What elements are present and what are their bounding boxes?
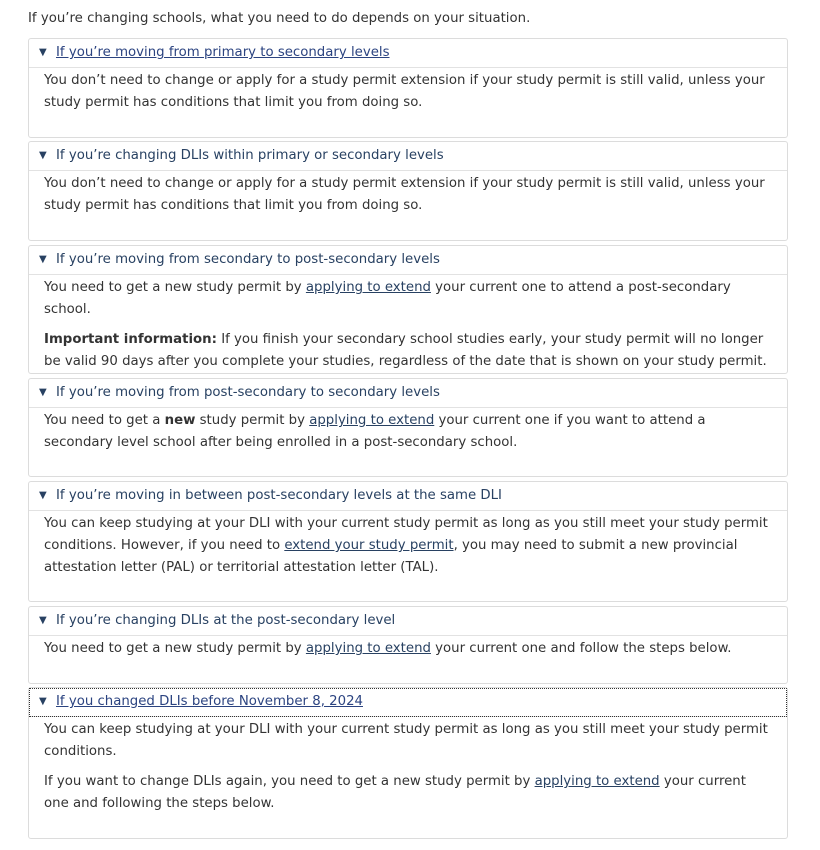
panel-summary-label[interactable]: If you’re changing DLIs within primary or secondary levels — [56, 148, 444, 163]
panel-paragraph: You need to get a new study permit by applying to extend your current one if you want to attend a secondary level school after being enrolled in a post-secondary school. — [44, 413, 706, 450]
panel-content — [29, 68, 787, 114]
panel-content — [29, 717, 787, 815]
panel-summary-label[interactable]: If you’re moving from secondary to post-secondary levels — [56, 252, 440, 267]
important-information-paragraph: Important information: If you finish your secondary school studies early, your study permit will no longer be valid 90 days after you complete your studies, regardless of the date that is shown on your study permit. — [44, 332, 767, 369]
panel-summary[interactable] — [29, 142, 787, 171]
panel-content — [29, 511, 787, 579]
applying-to-extend-link[interactable]: applying to extend — [305, 641, 431, 656]
panel-summary-label[interactable]: If you’re moving from primary to secondary levels — [56, 45, 390, 60]
triangle-down-icon: ▼ — [39, 47, 47, 58]
triangle-down-icon: ▼ — [39, 615, 47, 626]
panel-content — [29, 636, 787, 660]
details-panel-changing-dlis-post-secondary — [28, 606, 788, 684]
details-panel-changing-dlis-primary-secondary — [28, 141, 788, 241]
panel-summary-label[interactable]: If you’re moving from post-secondary to secondary levels — [56, 385, 440, 400]
details-panel-post-secondary-to-secondary — [28, 378, 788, 477]
details-panel-changed-dlis-before-nov-2024 — [28, 687, 788, 839]
panel-paragraph: You need to get a new study permit by applying to extend your current one to attend a post-secondary school. — [44, 280, 731, 317]
panel-paragraph: You don’t need to change or apply for a study permit extension if your study permit is still valid, unless your study permit has conditions that limit you from doing so. — [44, 73, 765, 110]
triangle-down-icon: ▼ — [39, 150, 47, 161]
extend-study-permit-link[interactable]: extend your study permit — [284, 538, 454, 553]
panel-paragraph: You don’t need to change or apply for a study permit extension if your study permit is still valid, unless your study permit has conditions that limit you from doing so. — [44, 176, 765, 213]
intro-text: If you’re changing schools, what you need to do depends on your situation. — [28, 11, 531, 26]
applying-to-extend-link[interactable]: applying to extend — [305, 280, 431, 295]
new-emphasis: new — [164, 413, 196, 428]
details-panel-secondary-to-post-secondary — [28, 245, 788, 374]
panel-summary[interactable] — [29, 246, 787, 275]
panel-summary[interactable] — [29, 39, 787, 68]
panel-content — [29, 408, 787, 454]
panel-paragraph: You need to get a new study permit by applying to extend your current one and follow the steps below. — [44, 641, 732, 656]
applying-to-extend-link[interactable]: applying to extend — [534, 774, 660, 789]
triangle-down-icon: ▼ — [39, 696, 47, 707]
panel-paragraph: If you want to change DLIs again, you need to get a new study permit by applying to extend your current one and following the steps below. — [44, 774, 746, 811]
details-panel-same-dli-post-secondary — [28, 481, 788, 602]
panel-paragraph: You can keep studying at your DLI with your current study permit as long as you still meet your study permit conditions. — [44, 722, 768, 759]
important-label: Important information: — [44, 332, 217, 347]
panel-summary-label[interactable]: If you’re moving in between post-secondary levels at the same DLI — [56, 488, 502, 503]
panel-summary[interactable] — [29, 688, 787, 717]
panel-content — [29, 171, 787, 217]
triangle-down-icon: ▼ — [39, 387, 47, 398]
panel-summary-label[interactable]: If you changed DLIs before November 8, 2024 — [56, 694, 363, 709]
panel-summary-label[interactable]: If you’re changing DLIs at the post-secondary level — [56, 613, 396, 628]
details-panel-primary-to-secondary — [28, 38, 788, 138]
panel-summary[interactable] — [29, 379, 787, 408]
panel-summary[interactable] — [29, 482, 787, 511]
applying-to-extend-link[interactable]: applying to extend — [309, 413, 435, 428]
panel-summary[interactable] — [29, 607, 787, 636]
triangle-down-icon: ▼ — [39, 254, 47, 265]
triangle-down-icon: ▼ — [39, 490, 47, 501]
panel-paragraph: You can keep studying at your DLI with your current study permit as long as you still meet your study permit conditions. However, if you need to extend your study permit, you may need to submit a new provincial attestation letter (PAL) or territorial attestation letter (TAL). — [44, 516, 768, 575]
panel-content — [29, 275, 787, 373]
